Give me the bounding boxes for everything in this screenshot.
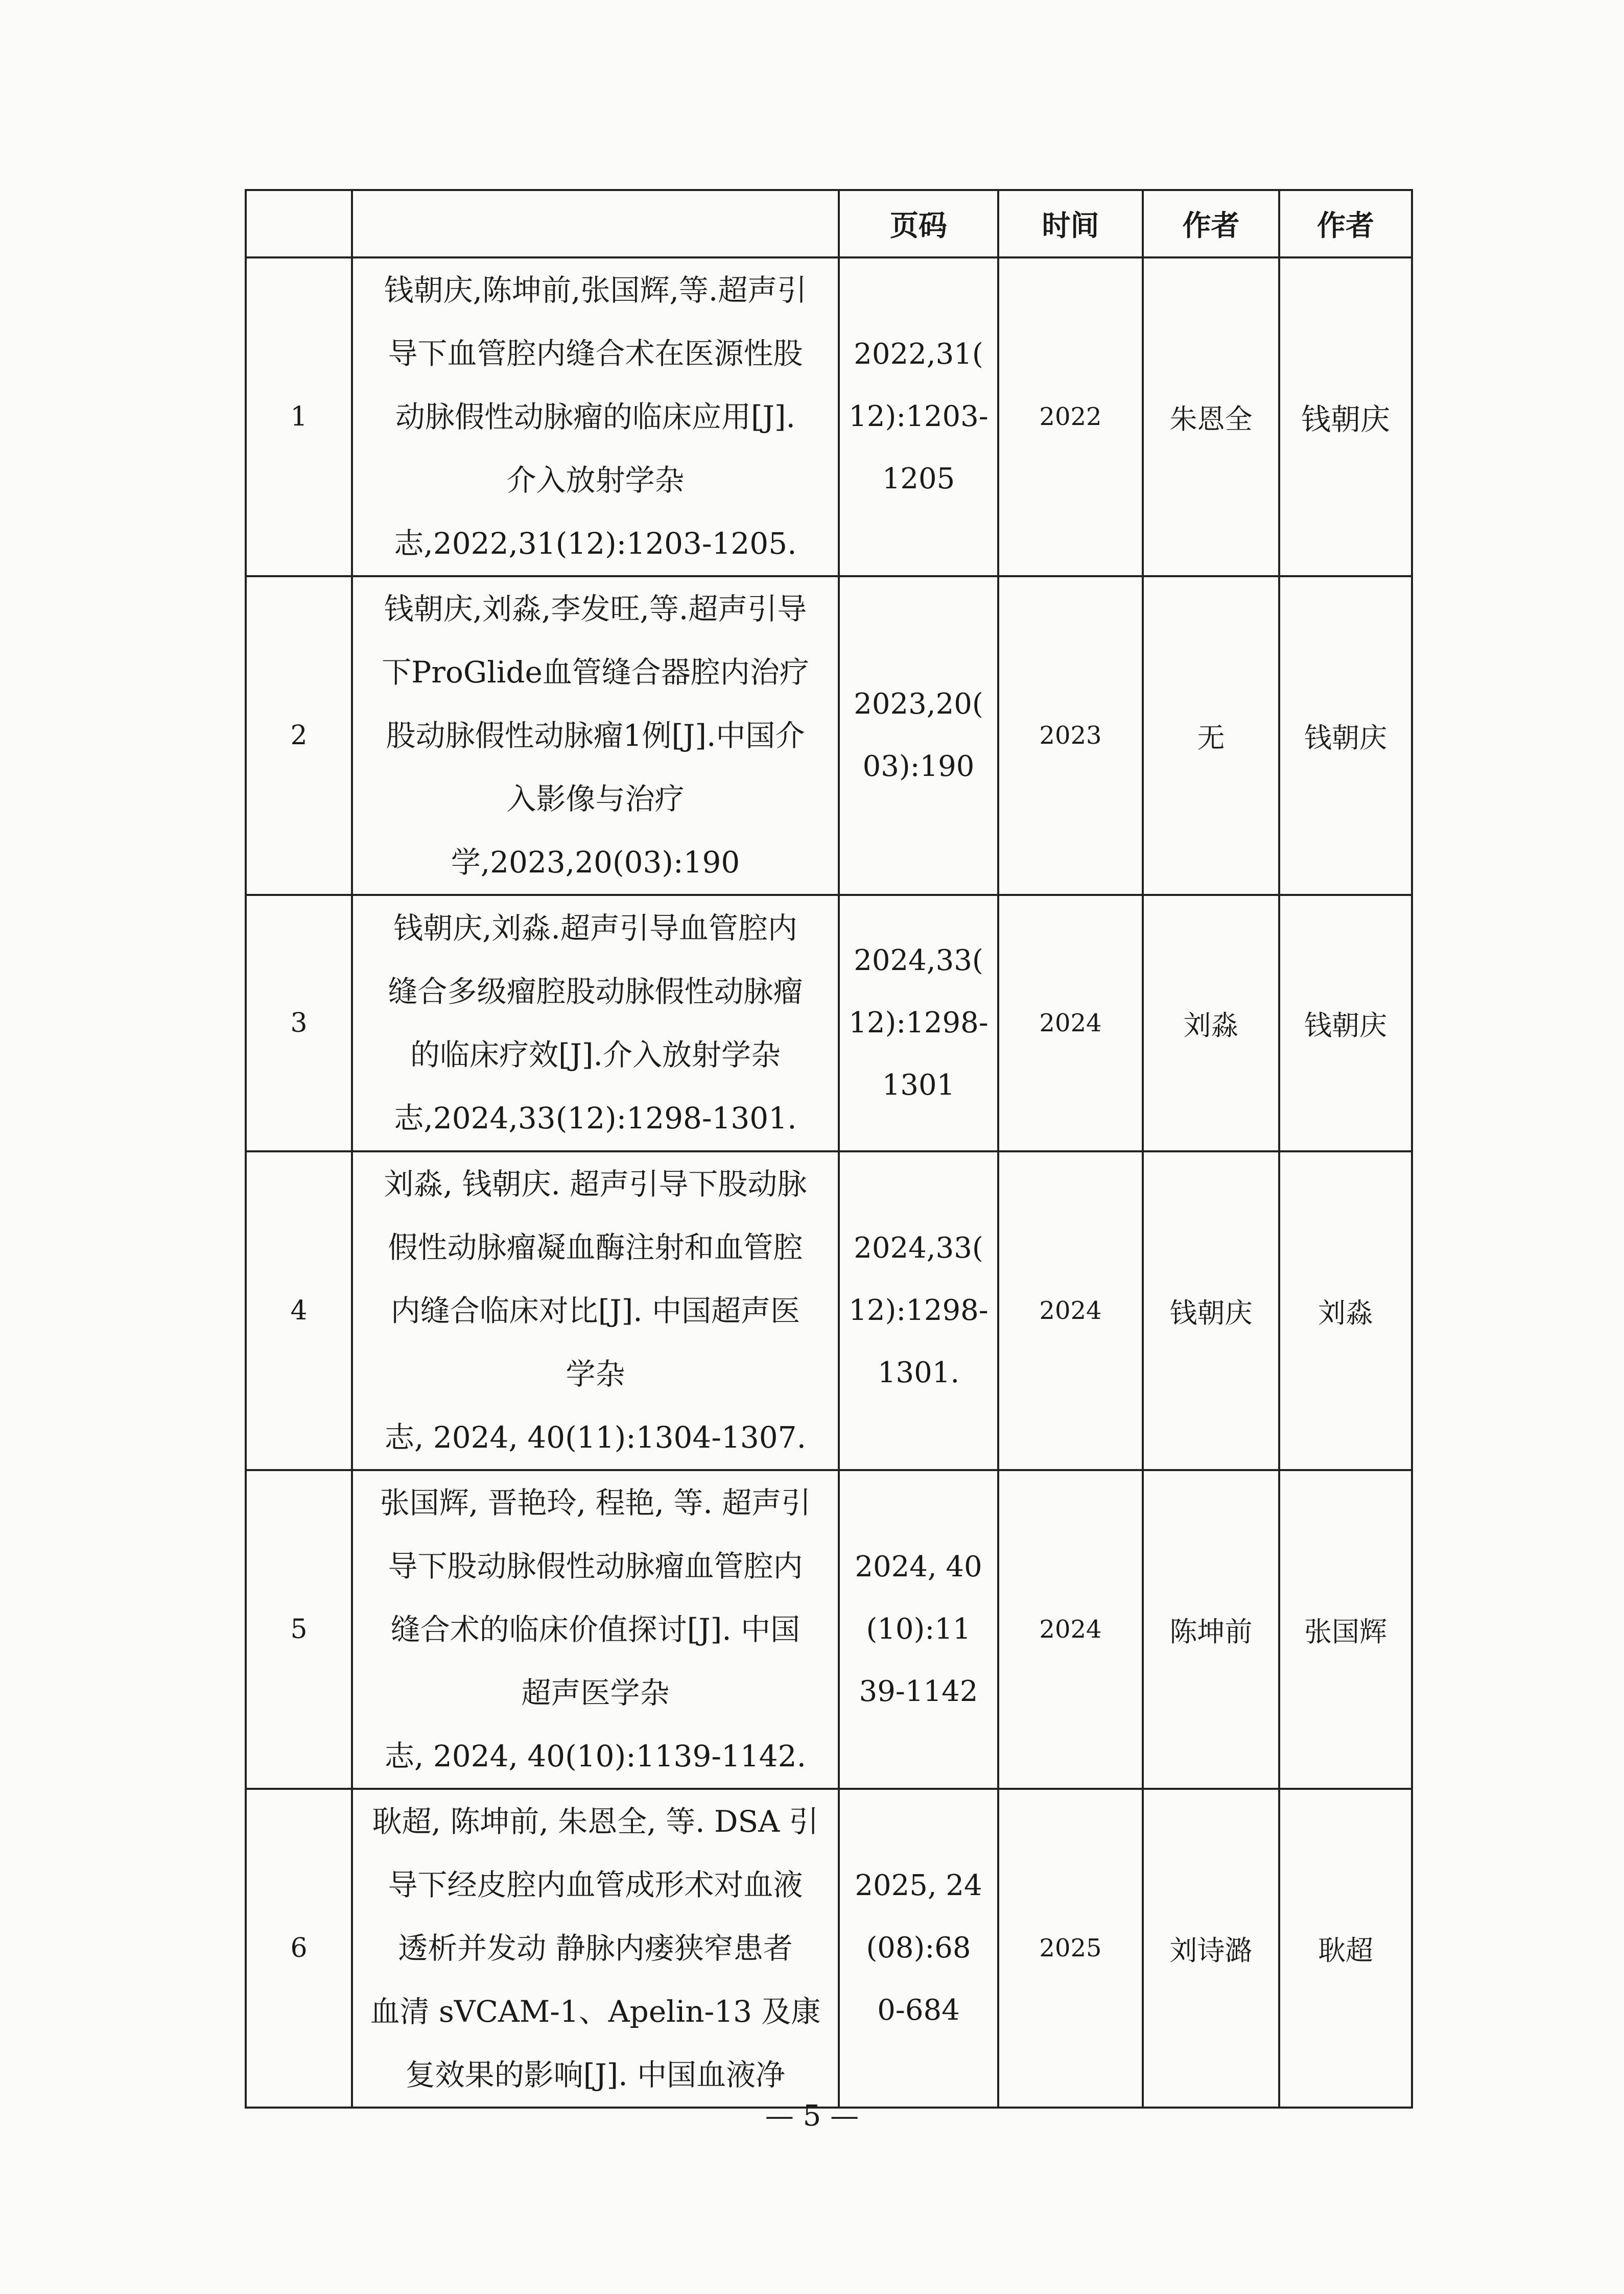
pages-line: 0-684: [877, 1994, 960, 2027]
citation-line: 志,2022,31(12):1203-1205.: [394, 526, 797, 561]
header-col-year: 时间: [998, 190, 1143, 257]
header-col-citation: [352, 190, 839, 257]
author-a-cell: 刘淼: [1143, 895, 1279, 1151]
citation-line: 耿超, 陈坤前, 朱恩全, 等. DSA 引: [372, 1804, 819, 1839]
author-b-cell: 刘淼: [1279, 1151, 1412, 1470]
pages-line: 39-1142: [859, 1675, 978, 1708]
year-cell: 2024: [998, 1151, 1143, 1470]
citation-line: 的临床疗效[J].介入放射学杂: [410, 1037, 781, 1072]
table-row: [246, 1151, 1412, 1470]
citation-line: 志, 2024, 40(10):1139-1142.: [385, 1739, 806, 1773]
pages-line: 2023,20(: [854, 688, 983, 721]
pages-line: 12):1298-: [849, 1006, 988, 1039]
header-col-number: [246, 190, 352, 257]
year-cell: 2022: [998, 257, 1143, 576]
pages-line: 1205: [882, 462, 955, 495]
table-row: [246, 1470, 1412, 1789]
citation-line: 下ProGlide血管缝合器腔内治疗: [382, 655, 809, 690]
header-col-author-a: 作者: [1143, 190, 1279, 257]
citation-line: 透析并发动 静脉内瘘狭窄患者: [398, 1931, 793, 1966]
citation-line: 导下股动脉假性动脉瘤血管腔内: [388, 1549, 803, 1583]
year-cell: 2024: [998, 1470, 1143, 1789]
table-row: [246, 257, 1412, 576]
pages-cell: [839, 1470, 998, 1789]
citation-cell: [352, 576, 839, 895]
citation-line: 血清 sVCAM-1、Apelin-13 及康: [370, 1994, 821, 2029]
table-row: [246, 1789, 1412, 2108]
citation-line: 内缝合临床对比[J]. 中国超声医: [390, 1293, 801, 1328]
author-b-cell: 耿超: [1279, 1789, 1412, 2108]
pages-cell: [839, 1151, 998, 1470]
pages-cell: [839, 257, 998, 576]
citation-line: 超声医学杂: [521, 1675, 670, 1710]
citation-line: 导下经皮腔内血管成形术对血液: [388, 1867, 803, 1902]
citation-line: 入影像与治疗学,2023,20(03):190: [451, 782, 740, 880]
citation-line: 股动脉假性动脉瘤1例[J].中国介: [386, 718, 805, 753]
citation-line: 缝合术的临床价值探讨[J]. 中国: [390, 1612, 801, 1647]
citation-line: 钱朝庆,刘淼.超声引导血管腔内: [393, 911, 797, 945]
pages-line: 1301: [882, 1069, 955, 1102]
pages-line: 2022,31(: [854, 338, 983, 371]
row-number: 6: [246, 1789, 352, 2108]
citation-line: 介入放射学杂: [506, 463, 685, 498]
row-number: 5: [246, 1470, 352, 1789]
pages-line: 2024,33(: [854, 1232, 983, 1265]
page-number: — 5 —: [765, 2099, 859, 2133]
pages-line: 12):1203-: [849, 400, 988, 433]
year-cell: 2025: [998, 1789, 1143, 2108]
citation-line: 学杂: [566, 1357, 625, 1391]
author-b-cell: 钱朝庆: [1279, 576, 1412, 895]
row-number: 2: [246, 576, 352, 895]
citation-cell: [352, 895, 839, 1151]
citation-line: 志,2024,33(12):1298-1301.: [394, 1101, 797, 1136]
pages-cell: [839, 576, 998, 895]
pages-line: 03):190: [862, 750, 975, 783]
pages-line: (10):11: [866, 1613, 971, 1646]
author-b-cell: 钱朝庆: [1279, 257, 1412, 576]
header-col-pages: 页码: [839, 190, 998, 257]
table-row: [246, 895, 1412, 1151]
author-a-cell: 朱恩全: [1143, 257, 1279, 576]
row-number: 1: [246, 257, 352, 576]
citation-line: 复效果的影响[J]. 中国血液净: [405, 2057, 786, 2092]
publication-table: [245, 189, 1413, 2109]
citation-line: 导下血管腔内缝合术在医源性股: [388, 336, 803, 371]
citation-line: 动脉假性动脉瘤的临床应用[J].: [395, 399, 795, 434]
pages-line: 1301.: [877, 1356, 960, 1389]
author-b-cell: 张国辉: [1279, 1470, 1412, 1789]
pages-line: 2025, 24: [855, 1869, 982, 1902]
citation-line: 志, 2024, 40(11):1304-1307.: [385, 1420, 806, 1455]
citation-line: 钱朝庆,陈坤前,张国辉,等.超声引: [384, 273, 807, 308]
pages-line: 2024, 40: [855, 1550, 982, 1583]
citation-cell: [352, 257, 839, 576]
pages-cell: [839, 895, 998, 1151]
row-number: 3: [246, 895, 352, 1151]
year-cell: 2024: [998, 895, 1143, 1151]
citation-cell: [352, 1470, 839, 1789]
author-a-cell: 陈坤前: [1143, 1470, 1279, 1789]
author-a-cell: 钱朝庆: [1143, 1151, 1279, 1470]
citation-cell: [352, 1151, 839, 1470]
table-row: [246, 576, 1412, 895]
citation-line: 假性动脉瘤凝血酶注射和血管腔: [388, 1230, 803, 1265]
citation-cell: [352, 1789, 839, 2108]
table-header-row: [246, 190, 1412, 257]
pages-line: (08):68: [866, 1931, 971, 1965]
citation-line: 缝合多级瘤腔股动脉假性动脉瘤: [388, 974, 803, 1009]
header-col-author-b: 作者: [1279, 190, 1412, 257]
citation-line: 刘淼, 钱朝庆. 超声引导下股动脉: [384, 1167, 807, 1201]
author-a-cell: 无: [1143, 576, 1279, 895]
row-number: 4: [246, 1151, 352, 1470]
year-cell: 2023: [998, 576, 1143, 895]
author-a-cell: 刘诗潞: [1143, 1789, 1279, 2108]
pages-line: 2024,33(: [854, 944, 983, 977]
pages-line: 12):1298-: [849, 1294, 988, 1327]
pages-cell: [839, 1789, 998, 2108]
citation-line: 张国辉, 晋艳玲, 程艳, 等. 超声引: [380, 1485, 811, 1520]
citation-line: 钱朝庆,刘淼,李发旺,等.超声引导: [384, 592, 807, 626]
author-b-cell: 钱朝庆: [1279, 895, 1412, 1151]
